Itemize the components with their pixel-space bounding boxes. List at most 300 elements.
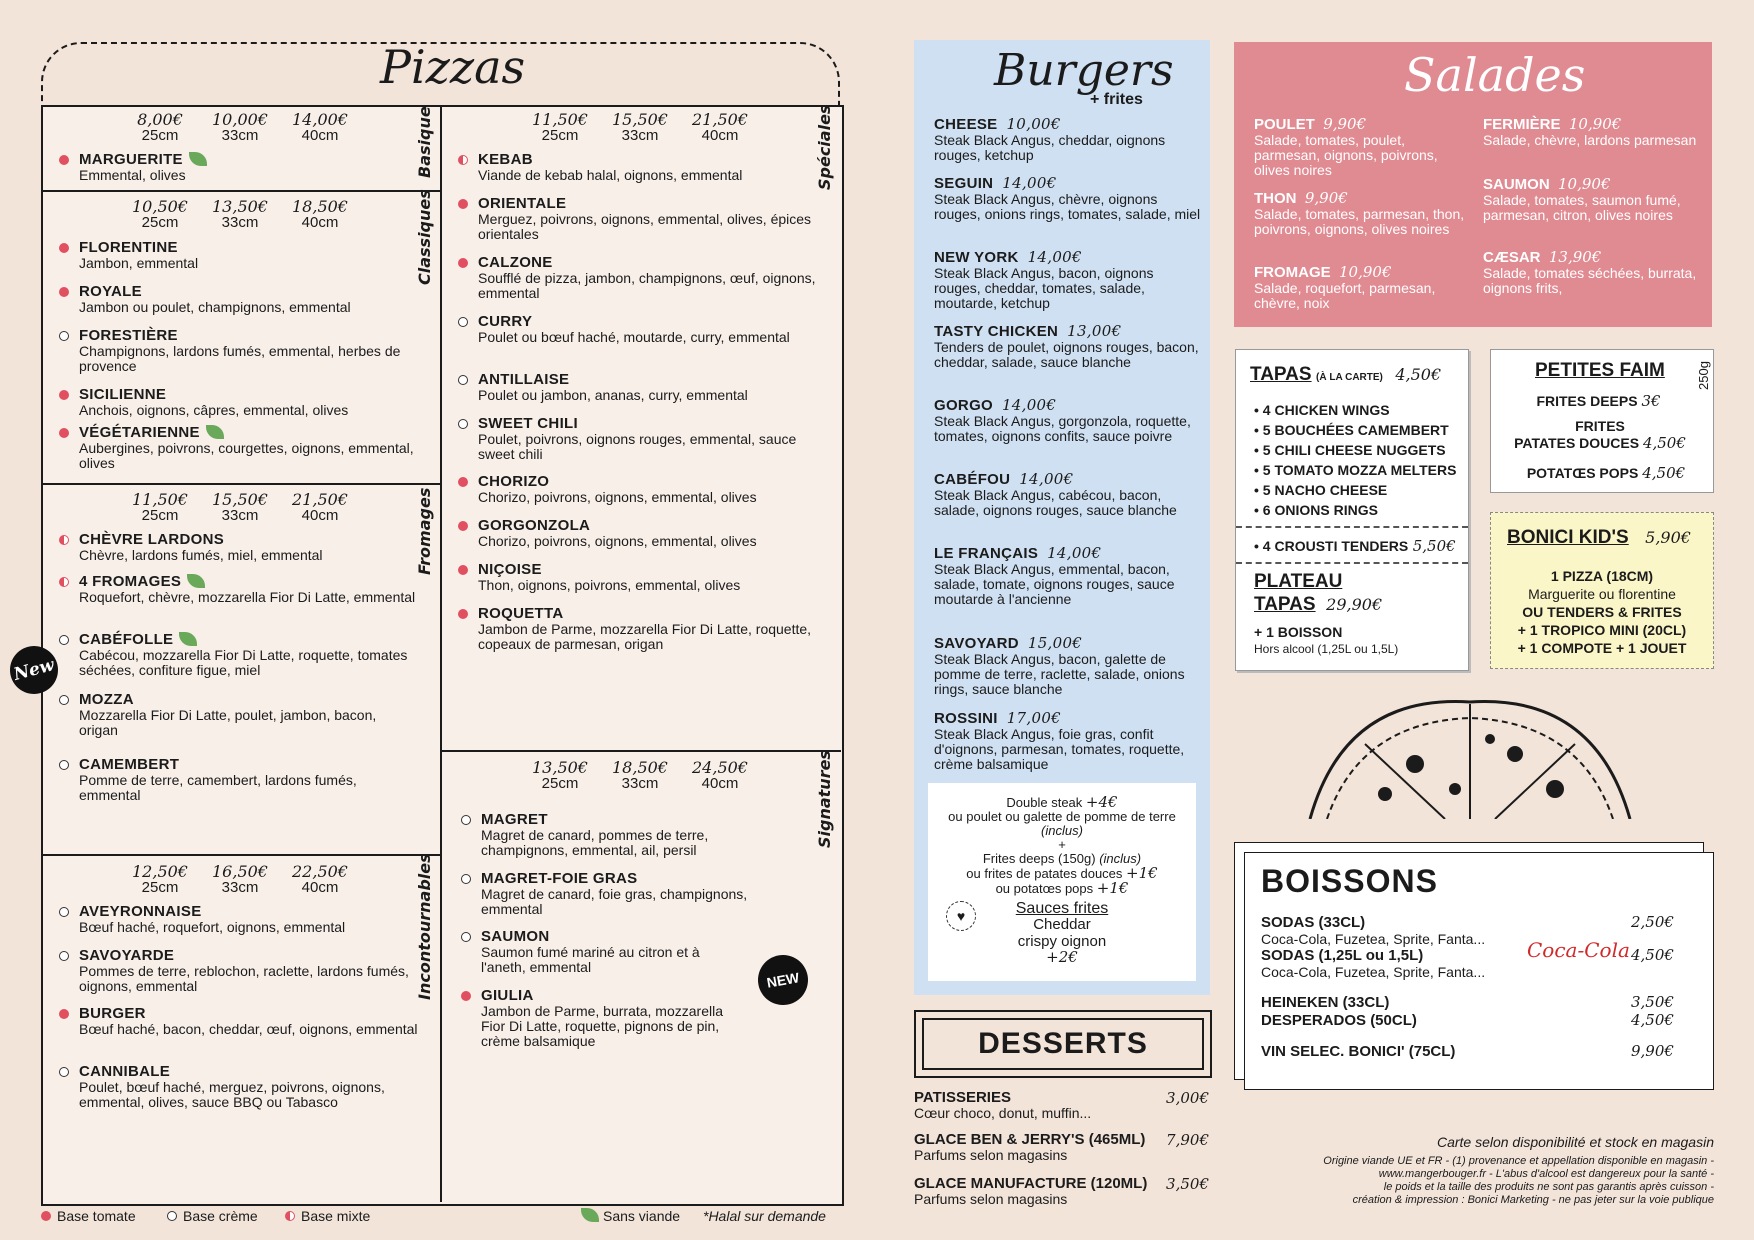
dessert-price: 3,50€ bbox=[1166, 1175, 1209, 1193]
pizza-name: SAUMON bbox=[481, 928, 550, 945]
pizza-item bbox=[79, 387, 419, 418]
burger-item bbox=[934, 397, 1204, 444]
pizza-item bbox=[478, 255, 818, 301]
new-badge: New bbox=[5, 641, 64, 700]
pizza-item bbox=[79, 152, 419, 183]
size: 25cm bbox=[541, 127, 579, 144]
pizza-name: AVEYRONNAISE bbox=[79, 903, 202, 920]
size-prices-incontournables bbox=[120, 864, 360, 896]
pizza-desc: Thon, oignons, poivrons, emmental, olives bbox=[478, 577, 741, 593]
size-prices-speciales bbox=[520, 112, 760, 144]
boisson-name: VIN SELEC. BONICI' (75CL) bbox=[1261, 1043, 1456, 1060]
plateau-title: TAPAS bbox=[1254, 594, 1316, 615]
burger-item bbox=[934, 116, 1204, 163]
salad-name: POULET bbox=[1254, 116, 1315, 133]
pizza-item bbox=[478, 606, 818, 652]
pizza-item bbox=[481, 988, 741, 1049]
salad-price: 9,90€ bbox=[1304, 189, 1348, 207]
tapas-tenders: • 4 CROUSTI TENDERS bbox=[1254, 538, 1409, 554]
price: 10,00€ bbox=[212, 110, 268, 129]
salad-name: SAUMON bbox=[1483, 176, 1550, 193]
tapas-divider bbox=[1236, 526, 1468, 528]
plateau-price: 29,90€ bbox=[1326, 595, 1383, 614]
pizza-name: CABÉFOLLE bbox=[79, 631, 174, 648]
salad-name: CÆSAR bbox=[1483, 249, 1541, 266]
salad-item bbox=[1483, 176, 1698, 223]
boisson-price: 9,90€ bbox=[1631, 1042, 1674, 1060]
base-creme-icon bbox=[458, 375, 468, 385]
price: 22,50€ bbox=[292, 862, 348, 881]
burger-price: 10,00€ bbox=[1006, 115, 1061, 133]
boisson-name: SODAS (1,25L ou 1,5L) bbox=[1261, 947, 1424, 964]
base-tomate-icon bbox=[59, 243, 69, 253]
legend-halal: *Halal sur demande bbox=[703, 1208, 826, 1224]
pizza-desc: Pommes de terre, reblochon, raclette, lardons fumés, oignons, emmental bbox=[79, 963, 409, 994]
size: 33cm bbox=[221, 214, 259, 231]
pizza-desc: Roquefort, chèvre, mozzarella Fior Di Latte, emmental bbox=[79, 589, 416, 605]
boisson-name: HEINEKEN (33CL) bbox=[1261, 994, 1390, 1011]
size: 33cm bbox=[221, 507, 259, 524]
boisson-price: 4,50€ bbox=[1631, 1011, 1674, 1029]
leaf-icon bbox=[206, 425, 224, 439]
burgers-subtitle: + frites bbox=[1090, 91, 1143, 108]
salad-desc: Salade, roquefort, parmesan, chèvre, noix bbox=[1254, 280, 1436, 311]
pizza-desc: Mozzarella Fior Di Latte, poulet, jambon, bacon, origan bbox=[79, 707, 377, 738]
salad-price: 9,90€ bbox=[1323, 115, 1367, 133]
petite-item-name: POTATŒS POPS bbox=[1526, 465, 1639, 481]
base-tomate-icon bbox=[458, 521, 468, 531]
price: 11,50€ bbox=[132, 490, 188, 509]
burger-name: GORGO bbox=[934, 397, 994, 414]
burger-price: 14,00€ bbox=[1027, 248, 1082, 266]
pizza-name: CHÈVRE LARDONS bbox=[79, 531, 225, 548]
section-label-signatures: Signatures bbox=[815, 750, 834, 848]
section-label-incontournables: Incontournables bbox=[415, 853, 434, 1000]
pizza-item bbox=[79, 532, 419, 563]
dessert-name: GLACE MANUFACTURE (120ML) bbox=[914, 1175, 1148, 1192]
sauces-price: +2€ bbox=[1046, 948, 1078, 966]
pizza-desc: Chorizo, poivrons, oignons, emmental, olives bbox=[478, 489, 757, 505]
base-creme-icon bbox=[59, 695, 69, 705]
burger-price: 14,00€ bbox=[1019, 470, 1074, 488]
base-tomate-icon bbox=[458, 199, 468, 209]
burger-item bbox=[934, 249, 1204, 311]
boisson-desc: Coca-Cola, Fuzetea, Sprite, Fanta... bbox=[1261, 964, 1486, 980]
pizza-desc: Chorizo, poivrons, oignons, emmental, olives bbox=[478, 533, 757, 549]
burger-name: TASTY CHICKEN bbox=[934, 323, 1059, 340]
extra-price: +1€ bbox=[1096, 879, 1129, 897]
size: 33cm bbox=[221, 879, 259, 896]
kids-line: + 1 TROPICO MINI (20CL) bbox=[1517, 622, 1687, 638]
base-creme-icon bbox=[461, 932, 471, 942]
base-mixte-icon bbox=[59, 577, 69, 587]
legend-creme: Base crème bbox=[183, 1208, 258, 1224]
pizza-item bbox=[79, 757, 419, 803]
pizza-name: NIÇOISE bbox=[478, 561, 542, 578]
new-badge-giulia: NEW bbox=[754, 951, 812, 1009]
pizza-desc: Poulet, poivrons, oignons rouges, emmental, sauce sweet chili bbox=[478, 431, 797, 462]
burger-desc: Steak Black Angus, cheddar, oignons rouges, ketchup bbox=[934, 132, 1166, 163]
base-tomate-icon bbox=[458, 477, 468, 487]
pizza-item bbox=[478, 474, 818, 505]
pizza-desc: Magret de canard, foie gras, champignons, emmental bbox=[481, 886, 748, 917]
pizza-name: CALZONE bbox=[478, 254, 553, 271]
pizza-desc: Bœuf haché, bacon, cheddar, œuf, oignons, emmental bbox=[79, 1021, 418, 1037]
dessert-item bbox=[914, 1176, 1209, 1207]
dessert-name: GLACE BEN & JERRY'S (465ML) bbox=[914, 1131, 1146, 1148]
tapas-item: • 4 CHICKEN WINGS bbox=[1254, 402, 1390, 418]
pizza-desc: Bœuf haché, roquefort, oignons, emmental bbox=[79, 919, 346, 935]
pizza-name: FORESTIÈRE bbox=[79, 327, 178, 344]
base-tomate-icon bbox=[458, 258, 468, 268]
burgers-title: Burgers bbox=[994, 45, 1174, 96]
pizza-item bbox=[481, 929, 731, 975]
boisson-price: 2,50€ bbox=[1631, 913, 1674, 931]
pizza-desc: Saumon fumé mariné au citron et à l'aneth, emmental bbox=[481, 944, 700, 975]
base-mixte-icon bbox=[59, 535, 69, 545]
plateau-title: PLATEAU bbox=[1254, 571, 1343, 592]
burger-price: 14,00€ bbox=[1002, 174, 1057, 192]
pizza-name: KEBAB bbox=[478, 151, 533, 168]
petite-item-name: FRITES DEEPS bbox=[1536, 393, 1638, 409]
petite-item-price: 4,50€ bbox=[1642, 464, 1686, 482]
pizza-section-divider bbox=[41, 483, 440, 485]
tapas-item: • 5 CHILI CHEESE NUGGETS bbox=[1254, 442, 1446, 458]
salades-title: Salades bbox=[1404, 48, 1586, 102]
pizza-item bbox=[481, 812, 781, 858]
boisson-desc: Coca-Cola, Fuzetea, Sprite, Fanta... bbox=[1261, 931, 1486, 947]
salad-item bbox=[1254, 190, 1469, 237]
tapas-item: • 5 NACHO CHEESE bbox=[1254, 482, 1388, 498]
section-label-speciales: Spéciales bbox=[815, 104, 834, 190]
leaf-icon bbox=[189, 152, 207, 166]
coca-cola-logo: Coca-Cola bbox=[1527, 938, 1630, 962]
base-creme-icon bbox=[461, 815, 471, 825]
size-prices-signatures bbox=[520, 760, 760, 792]
extra-pops: ou potatœs pops bbox=[995, 881, 1094, 896]
pizza-item bbox=[478, 562, 818, 593]
size: 40cm bbox=[301, 127, 339, 144]
tapas-note: (À LA CARTE) bbox=[1316, 372, 1383, 383]
pizza-section-divider bbox=[41, 854, 440, 856]
pizza-desc: Viande de kebab halal, oignons, emmental bbox=[478, 167, 743, 183]
burger-name: ROSSINI bbox=[934, 710, 998, 727]
extra-price: +1€ bbox=[1126, 864, 1158, 882]
burger-item bbox=[934, 175, 1204, 222]
salad-price: 10,90€ bbox=[1558, 175, 1611, 193]
pizza-name: VÉGÉTARIENNE bbox=[79, 424, 200, 441]
burger-item bbox=[934, 635, 1204, 697]
pizza-name: MAGRET bbox=[481, 811, 548, 828]
tapas-box bbox=[1235, 349, 1469, 671]
price: 13,50€ bbox=[212, 197, 268, 216]
price: 15,50€ bbox=[212, 490, 268, 509]
petite-item-price: 3€ bbox=[1641, 392, 1661, 410]
pizza-item bbox=[478, 372, 818, 403]
size: 25cm bbox=[141, 507, 179, 524]
burger-desc: Steak Black Angus, foie gras, confit d'oignons, parmesan, tomates, roquette, crème balsamique bbox=[934, 726, 1185, 772]
pizza-name: ROQUETTA bbox=[478, 605, 564, 622]
tapas-item: • 6 ONIONS RINGS bbox=[1254, 502, 1378, 518]
pizza-desc: Poulet ou jambon, ananas, curry, emmental bbox=[478, 387, 748, 403]
burger-name: SEGUIN bbox=[934, 175, 994, 192]
boisson-price: 3,50€ bbox=[1631, 993, 1674, 1011]
pizza-item bbox=[478, 518, 818, 549]
boisson-price: 4,50€ bbox=[1631, 946, 1674, 964]
boisson-name: DESPERADOS (50CL) bbox=[1261, 1012, 1417, 1029]
sauce-item: crispy oignon bbox=[1017, 933, 1107, 950]
base-tomate-icon bbox=[59, 428, 69, 438]
pizza-desc: Cabécou, mozzarella Fior Di Latte, roquette, tomates séchées, confiture figue, miel bbox=[79, 647, 408, 678]
base-tomate-icon bbox=[59, 390, 69, 400]
burger-name: CHEESE bbox=[934, 116, 998, 133]
pizza-item bbox=[79, 574, 419, 605]
legal-notice bbox=[1240, 1133, 1714, 1207]
extra-frites: Frites deeps (150g) bbox=[982, 851, 1096, 866]
salad-desc: Salade, tomates, parmesan, thon, poivrons, oignons, olives noires bbox=[1254, 206, 1465, 237]
salad-name: THON bbox=[1254, 190, 1297, 207]
pizza-item bbox=[79, 425, 419, 471]
burger-name: SAVOYARD bbox=[934, 635, 1019, 652]
burger-desc: Steak Black Angus, bacon, oignons rouges, cheddar, tomates, salade, moutarde, ketchup bbox=[934, 265, 1154, 311]
pizza-illustration bbox=[1305, 694, 1635, 819]
burger-item bbox=[934, 471, 1204, 518]
base-creme-icon bbox=[59, 1067, 69, 1077]
salad-desc: Salade, tomates séchées, burrata, oignons frits, bbox=[1483, 265, 1697, 296]
burger-desc: Steak Black Angus, emmental, bacon, salade, tomate, oignons rouges, sauce moutarde à l'ancienne bbox=[934, 561, 1175, 607]
size: 33cm bbox=[621, 775, 659, 792]
base-tomate-icon bbox=[59, 155, 69, 165]
pizza-name: 4 FROMAGES bbox=[79, 573, 182, 590]
pizza-desc: Soufflé de pizza, jambon, champignons, œuf, oignons, emmental bbox=[478, 270, 816, 301]
burger-price: 14,00€ bbox=[1001, 396, 1057, 414]
kids-line: + 1 COMPOTE + 1 JOUET bbox=[1517, 640, 1687, 656]
section-label-classiques: Classiques bbox=[415, 189, 434, 285]
base-tomate-icon bbox=[59, 287, 69, 297]
size-prices-fromages bbox=[120, 492, 360, 524]
pizza-desc: Poulet, bœuf haché, merguez, poivrons, oignons, emmental, olives, sauce BBQ ou Tabasco bbox=[79, 1079, 385, 1110]
salad-desc: Salade, tomates, saumon fumé, parmesan, citron, olives noires bbox=[1483, 192, 1681, 223]
plateau-note: Hors alcool (1,25L ou 1,5L) bbox=[1254, 642, 1399, 656]
pizza-name: CANNIBALE bbox=[79, 1063, 171, 1080]
sauce-item: Cheddar bbox=[1033, 916, 1091, 933]
tapas-item: • 5 BOUCHÉES CAMEMBERT bbox=[1254, 422, 1449, 438]
legend-veg: Sans viande bbox=[603, 1208, 681, 1224]
boissons-title: BOISSONS bbox=[1261, 863, 1438, 899]
dessert-item bbox=[914, 1132, 1209, 1163]
pizza-name: GORGONZOLA bbox=[478, 517, 591, 534]
leaf-icon bbox=[581, 1208, 599, 1222]
tenders-price: 5,50€ bbox=[1412, 537, 1456, 555]
legend-mixte: Base mixte bbox=[301, 1208, 371, 1224]
pizza-name: ANTILLAISE bbox=[478, 371, 570, 388]
base-tomate-icon bbox=[458, 565, 468, 575]
pizza-name: ROYALE bbox=[79, 283, 142, 300]
salad-price: 10,90€ bbox=[1339, 263, 1392, 281]
pizza-desc: Magret de canard, pommes de terre, champignons, emmental, ail, persil bbox=[481, 827, 709, 858]
burger-price: 14,00€ bbox=[1047, 544, 1102, 562]
dessert-price: 3,00€ bbox=[1166, 1089, 1209, 1107]
pizza-item bbox=[481, 871, 801, 917]
pizza-name: CAMEMBERT bbox=[79, 756, 180, 773]
pizza-name: BURGER bbox=[79, 1005, 146, 1022]
pizza-item bbox=[79, 240, 419, 271]
kids-line: Marguerite ou florentine bbox=[1528, 586, 1676, 602]
pizza-desc: Poulet ou bœuf haché, moutarde, curry, emmental bbox=[478, 329, 790, 345]
kids-title: BONICI KID'S bbox=[1507, 527, 1629, 548]
legal-line: le poids et la taille des produits ne sont pas garantis après cuisson - bbox=[1383, 1181, 1714, 1193]
pizza-name: MAGRET-FOIE GRAS bbox=[481, 870, 638, 887]
petite-item-price: 4,50€ bbox=[1642, 434, 1686, 452]
price: 21,50€ bbox=[292, 490, 348, 509]
salad-item bbox=[1483, 249, 1698, 296]
price: 8,00€ bbox=[137, 110, 183, 129]
tapas-title: TAPAS bbox=[1250, 364, 1312, 385]
desserts-title: DESSERTS bbox=[922, 1018, 1204, 1070]
price: 12,50€ bbox=[132, 862, 188, 881]
pizza-section-divider bbox=[440, 750, 841, 752]
salad-item bbox=[1483, 116, 1698, 148]
extra-plus: + bbox=[1058, 837, 1066, 852]
pizza-column-divider bbox=[440, 105, 442, 1202]
pizza-desc: Jambon, emmental bbox=[79, 255, 199, 271]
section-label-basique: Basique bbox=[415, 106, 434, 178]
size-prices-basique bbox=[120, 112, 360, 144]
kids-line: 1 PIZZA (18CM) bbox=[1550, 568, 1654, 584]
tapas-item: • 5 TOMATO MOZZA MELTERS bbox=[1254, 462, 1457, 478]
pizza-item bbox=[478, 196, 818, 242]
tapas-price: 4,50€ bbox=[1395, 365, 1442, 384]
price: 14,00€ bbox=[292, 110, 348, 129]
base-creme-icon bbox=[458, 317, 468, 327]
pizza-desc: Aubergines, poivrons, courgettes, oignons, emmental, olives bbox=[79, 440, 414, 471]
petites-faim-weight: 250g bbox=[1696, 361, 1711, 390]
boisson-item bbox=[1261, 915, 1485, 947]
burger-name: CABÉFOU bbox=[934, 471, 1011, 488]
base-creme-icon bbox=[458, 419, 468, 429]
pizza-item bbox=[79, 948, 419, 994]
base-creme-icon bbox=[59, 331, 69, 341]
base-tomate-icon bbox=[461, 991, 471, 1001]
pizza-item bbox=[478, 152, 818, 183]
base-creme-icon bbox=[59, 635, 69, 645]
size: 33cm bbox=[221, 127, 259, 144]
price: 16,50€ bbox=[212, 862, 268, 881]
pizza-item bbox=[478, 416, 818, 462]
salad-name: FROMAGE bbox=[1254, 264, 1331, 281]
burger-desc: Steak Black Angus, gorgonzola, roquette, tomates, oignons confits, sauce poivre bbox=[934, 413, 1191, 444]
base-creme-icon bbox=[59, 907, 69, 917]
extra-inclus: (inclus) bbox=[1041, 823, 1083, 838]
petites-faim-box bbox=[1490, 349, 1714, 493]
burger-price: 15,00€ bbox=[1027, 634, 1083, 652]
size: 40cm bbox=[301, 507, 339, 524]
pizza-item bbox=[79, 1006, 419, 1037]
pizza-name: CURRY bbox=[478, 313, 533, 330]
dessert-desc: Cœur choco, donut, muffin... bbox=[914, 1105, 1092, 1121]
pizza-desc: Emmental, olives bbox=[79, 167, 186, 183]
pizza-name: SWEET CHILI bbox=[478, 415, 578, 432]
salad-price: 13,90€ bbox=[1548, 248, 1602, 266]
dessert-item bbox=[914, 1090, 1209, 1121]
extra-patates: ou frites de patates douces bbox=[966, 866, 1123, 881]
burger-item bbox=[934, 323, 1204, 370]
burger-desc: Tenders de poulet, oignons rouges, bacon, cheddar, salade, sauce blanche bbox=[934, 339, 1199, 370]
leaf-icon bbox=[187, 574, 205, 588]
base-tomate-icon bbox=[59, 1009, 69, 1019]
extra-inclus: (inclus) bbox=[1099, 851, 1142, 866]
pizza-desc: Jambon de Parme, mozzarella Fior Di Latte, roquette, copeaux de parmesan, origan bbox=[478, 621, 812, 652]
pizza-name: MARGUERITE bbox=[79, 151, 183, 168]
kids-line: OU TENDERS & FRITES bbox=[1522, 604, 1682, 620]
salad-name: FERMIÈRE bbox=[1483, 116, 1561, 133]
pizza-section-divider bbox=[41, 190, 440, 192]
pizza-item bbox=[79, 1064, 419, 1110]
base-tomate-icon bbox=[458, 609, 468, 619]
price: 15,50€ bbox=[612, 110, 668, 129]
price: 21,50€ bbox=[692, 110, 748, 129]
base-creme-icon bbox=[59, 760, 69, 770]
size: 25cm bbox=[141, 879, 179, 896]
size-prices-classiques bbox=[120, 199, 360, 231]
burger-price: 17,00€ bbox=[1006, 709, 1062, 727]
boisson-name: SODAS (33CL) bbox=[1261, 914, 1366, 931]
pizza-desc: Jambon ou poulet, champignons, emmental bbox=[79, 299, 351, 315]
legal-line: création & impression : Bonici Marketing - ne pas jeter sur la voie publique bbox=[1352, 1194, 1714, 1206]
base-creme-icon bbox=[461, 874, 471, 884]
pizza-name: MOZZA bbox=[79, 691, 134, 708]
legal-line: www.mangerbouger.fr - L'abus d'alcool est dangereux pour la santé - bbox=[1378, 1168, 1714, 1180]
pizza-desc: Champignons, lardons fumés, emmental, herbes de provence bbox=[79, 343, 401, 374]
legal-line: Origine viande UE et FR - (1) provenance et appellation disponible en magasin - bbox=[1323, 1155, 1714, 1167]
base-creme-icon bbox=[59, 951, 69, 961]
dessert-desc: Parfums selon magasins bbox=[914, 1191, 1068, 1207]
burger-desc: Steak Black Angus, cabécou, bacon, salade, oignons rouges, sauce blanche bbox=[934, 487, 1177, 518]
extra-price: +4€ bbox=[1085, 793, 1118, 811]
base-tomate-icon bbox=[41, 1211, 51, 1221]
price: 13,50€ bbox=[532, 758, 588, 777]
size: 33cm bbox=[621, 127, 659, 144]
pizza-desc: Merguez, poivrons, oignons, emmental, olives, épices orientales bbox=[478, 211, 812, 242]
price: 18,50€ bbox=[292, 197, 348, 216]
size: 40cm bbox=[301, 879, 339, 896]
petite-item-name: FRITES PATATES DOUCES bbox=[1514, 418, 1640, 451]
burger-desc: Steak Black Angus, bacon, galette de pomme de terre, raclette, salade, onions rings, sauce blanche bbox=[934, 651, 1185, 697]
petites-faim-title: PETITES FAIM bbox=[1535, 360, 1665, 381]
price: 11,50€ bbox=[532, 110, 588, 129]
leaf-icon bbox=[179, 632, 197, 646]
pizza-name: ORIENTALE bbox=[478, 195, 567, 212]
dessert-price: 7,90€ bbox=[1166, 1131, 1209, 1149]
size: 40cm bbox=[701, 775, 739, 792]
pizza-desc: Pomme de terre, camembert, lardons fumés, emmental bbox=[79, 772, 357, 803]
salad-price: 10,90€ bbox=[1568, 115, 1622, 133]
boissons-box bbox=[1244, 852, 1714, 1090]
legal-line: Carte selon disponibilité et stock en magasin bbox=[1436, 1134, 1714, 1150]
burger-price: 13,00€ bbox=[1067, 322, 1122, 340]
sauces-title: Sauces frites bbox=[1015, 900, 1109, 917]
dessert-name: PATISSERIES bbox=[914, 1089, 1011, 1106]
size: 25cm bbox=[141, 127, 179, 144]
burger-extras-box bbox=[928, 783, 1196, 981]
salad-desc: Salade, chèvre, lardons parmesan bbox=[1483, 132, 1697, 148]
price: 10,50€ bbox=[132, 197, 188, 216]
extra-double-steak: Double steak bbox=[1006, 795, 1083, 810]
legend-tomate: Base tomate bbox=[57, 1208, 136, 1224]
boisson-item bbox=[1261, 948, 1485, 980]
size: 40cm bbox=[701, 127, 739, 144]
pizza-name: GIULIA bbox=[481, 987, 534, 1004]
